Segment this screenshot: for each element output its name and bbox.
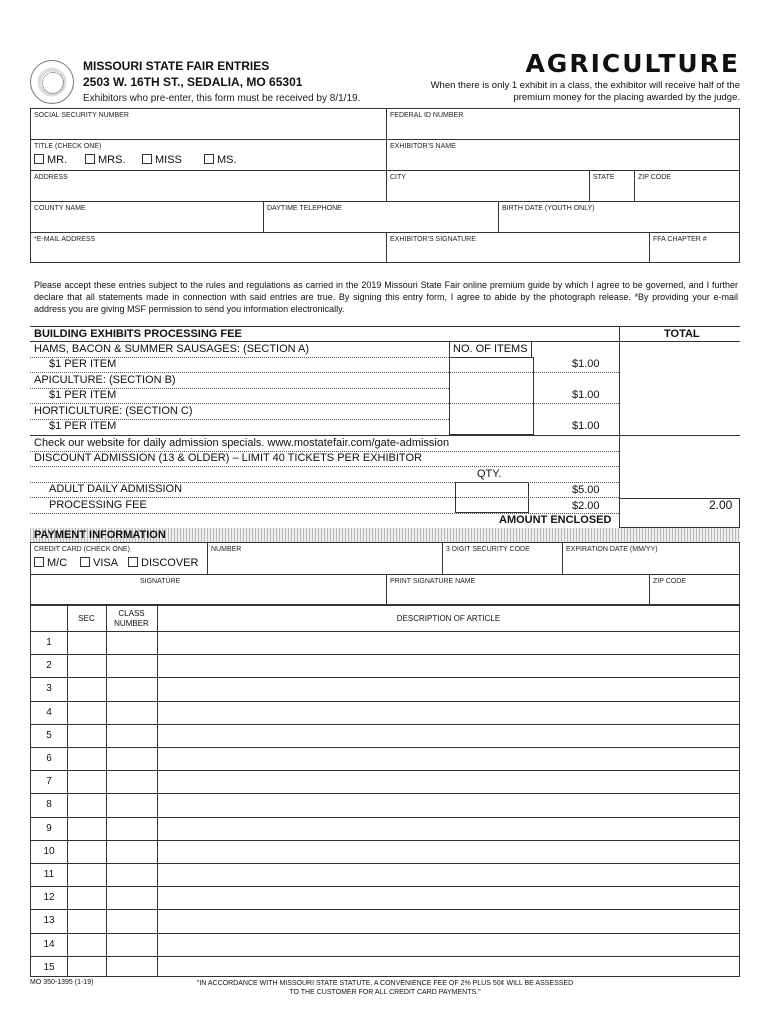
ssn-field[interactable]: SOCIAL SECURITY NUMBER xyxy=(34,112,129,119)
payment-signature-field[interactable]: SIGNATURE xyxy=(140,578,181,585)
divider xyxy=(30,466,619,467)
title-label: TITLE (CHECK ONE) xyxy=(34,143,102,150)
divider xyxy=(634,170,635,201)
agreement-text: Please accept these entries subject to the rules and regulations as carried in the 2019 Missouri State Fair online premium guide by which I agree to be governed, and I further declare that all statements made in connection with said entries are true. By signing this entry form, I agree to abide by the photograph release. *By providing your e-mail address you are giving MSF permission to send you information electronically. xyxy=(34,280,738,314)
section-a-price: $1.00 xyxy=(572,358,600,370)
note-line-2: premium money for the placing awarded by the judge. xyxy=(513,92,740,103)
processing-fee-label: PROCESSING FEE xyxy=(49,499,147,511)
entry-row-number: 12 xyxy=(43,892,55,903)
checkbox-icon xyxy=(128,557,138,567)
checkbox-icon xyxy=(85,154,95,164)
description-header: DESCRIPTION OF ARTICLE xyxy=(396,614,501,623)
entry-row-number: 4 xyxy=(46,707,52,718)
divider xyxy=(498,201,499,232)
security-code-field[interactable]: 3 DIGIT SECURITY CODE xyxy=(446,546,530,553)
divider xyxy=(30,232,740,233)
option-label: MS. xyxy=(217,154,237,166)
entry-row[interactable] xyxy=(68,771,738,792)
processing-fee-price: $2.00 xyxy=(572,500,600,512)
divider xyxy=(30,201,740,202)
qty-label: QTY. xyxy=(477,468,502,480)
divider xyxy=(562,542,563,574)
amount-total-box[interactable] xyxy=(619,498,740,528)
total-label: TOTAL xyxy=(664,328,700,340)
title-option-ms[interactable] xyxy=(204,154,237,166)
deadline-note: Exhibitors who pre-enter, this form must be received by 8/1/19. xyxy=(83,93,361,104)
website-note: Check our website for daily admission specials. www.mostatefair.com/gate-admission xyxy=(34,437,450,449)
divider xyxy=(649,232,650,263)
federal-id-field[interactable]: FEDERAL ID NUMBER xyxy=(390,112,464,119)
note-line-1: When there is only 1 exhibit in a class, the exhibitor will receive half of the xyxy=(430,80,740,91)
entry-row-number: 13 xyxy=(43,915,55,926)
checkbox-icon xyxy=(34,154,44,164)
card-option-discover[interactable] xyxy=(128,557,198,569)
entry-row-number: 2 xyxy=(46,660,52,671)
divider xyxy=(386,108,387,170)
entry-row[interactable] xyxy=(68,678,738,699)
statute-note xyxy=(160,979,610,997)
signature-field[interactable]: EXHIBITOR'S SIGNATURE xyxy=(390,236,476,243)
entry-row-number: 11 xyxy=(43,869,55,880)
city-field[interactable]: CITY xyxy=(390,174,406,181)
class-header-line-1: CLASS xyxy=(118,609,145,618)
card-option-visa[interactable] xyxy=(80,557,118,569)
entry-row-number: 5 xyxy=(46,730,52,741)
entry-row[interactable] xyxy=(68,632,738,653)
divider xyxy=(531,341,532,357)
entry-row-number: 3 xyxy=(46,683,52,694)
form-id: MO 350-1395 (1-19) xyxy=(30,979,94,986)
entry-row[interactable] xyxy=(68,655,738,676)
entry-row-number: 14 xyxy=(43,939,55,950)
entry-row[interactable] xyxy=(68,841,738,862)
section-a-name: HAMS, BACON & SUMMER SAUSAGES: (SECTION A) xyxy=(34,343,310,355)
section-b-name: APICULTURE: (SECTION B) xyxy=(34,374,176,386)
zip-field[interactable]: ZIP CODE xyxy=(638,174,671,181)
entry-row-number: 15 xyxy=(43,962,55,973)
entry-row-number: 6 xyxy=(46,753,52,764)
divider xyxy=(30,403,619,404)
section-a-rate: $1 PER ITEM xyxy=(49,358,117,370)
divider xyxy=(386,232,387,263)
entry-row-number: 7 xyxy=(46,776,52,787)
section-c-name: HORTICULTURE: (SECTION C) xyxy=(34,405,193,417)
birth-date-field[interactable]: BIRTH DATE (YOUTH ONLY) xyxy=(502,205,595,212)
divider xyxy=(30,574,740,575)
state-seal-logo xyxy=(30,60,74,104)
entry-row-number: 8 xyxy=(46,799,52,810)
entry-row-number: 10 xyxy=(43,846,55,857)
option-label: MISS xyxy=(155,154,182,166)
discount-admission-label: DISCOUNT ADMISSION (13 & OLDER) – LIMIT 40 TICKETS PER EXHIBITOR xyxy=(34,452,422,464)
divider xyxy=(30,497,619,498)
credit-card-label: CREDIT CARD (CHECK ONE) xyxy=(34,546,130,553)
ffa-chapter-field[interactable]: FFA CHAPTER # xyxy=(653,236,707,243)
divider xyxy=(649,574,650,605)
divider xyxy=(207,542,208,574)
item-count-inputs[interactable] xyxy=(449,357,534,435)
divider xyxy=(263,201,264,232)
divider xyxy=(30,341,740,342)
checkbox-icon xyxy=(142,154,152,164)
class-header-line-2: NUMBER xyxy=(114,619,149,628)
title-option-miss[interactable] xyxy=(142,154,182,166)
expiration-field[interactable]: EXPIRATION DATE (MM/YY) xyxy=(566,546,658,553)
class-number-header xyxy=(106,609,157,629)
no-items-label: NO. OF ITEMS xyxy=(453,343,528,355)
state-field[interactable]: STATE xyxy=(593,174,615,181)
checkbox-icon xyxy=(34,557,44,567)
entry-row-number: 1 xyxy=(46,637,52,648)
single-exhibit-note xyxy=(380,80,740,104)
divider xyxy=(386,574,387,605)
entry-row[interactable] xyxy=(68,748,738,769)
processing-fee-total: 2.00 xyxy=(709,498,733,512)
option-label: MRS. xyxy=(98,154,126,166)
section-c-price: $1.00 xyxy=(572,420,600,432)
entry-row[interactable] xyxy=(68,725,738,746)
section-b-price: $1.00 xyxy=(572,389,600,401)
option-label: M/C xyxy=(47,557,68,569)
divider xyxy=(589,170,590,201)
adult-admission-price: $5.00 xyxy=(572,484,600,496)
card-option-mc[interactable] xyxy=(34,557,67,569)
payment-zip-field[interactable]: ZIP CODE xyxy=(653,578,686,585)
checkbox-icon xyxy=(204,154,214,164)
fees-heading: BUILDING EXHIBITS PROCESSING FEE xyxy=(34,328,242,340)
form-title: MISSOURI STATE FAIR ENTRIES xyxy=(83,59,270,73)
entry-row[interactable] xyxy=(68,910,738,931)
checkbox-icon xyxy=(80,557,90,567)
print-name-field[interactable]: PRINT SIGNATURE NAME xyxy=(390,578,476,585)
email-field[interactable]: *E-MAIL ADDRESS xyxy=(34,236,96,243)
payment-heading: PAYMENT INFORMATION xyxy=(34,529,166,541)
category-title: AGRICULTURE xyxy=(525,49,740,78)
divider xyxy=(30,139,740,140)
divider xyxy=(386,170,387,201)
amount-enclosed-label: AMOUNT ENCLOSED xyxy=(499,514,612,526)
divider xyxy=(30,372,619,373)
divider xyxy=(449,341,450,357)
divider xyxy=(442,542,443,574)
entry-row[interactable] xyxy=(68,887,738,908)
statute-line-2: TO THE CUSTOMER FOR ALL CREDIT CARD PAYMENTS." xyxy=(289,989,481,996)
entry-row[interactable] xyxy=(68,957,738,978)
adult-admission-label: ADULT DAILY ADMISSION xyxy=(49,483,183,495)
divider xyxy=(30,435,740,436)
option-label: VISA xyxy=(93,557,119,569)
section-c-rate: $1 PER ITEM xyxy=(49,420,117,432)
county-field[interactable]: COUNTY NAME xyxy=(34,205,86,212)
entry-row[interactable] xyxy=(68,934,738,955)
phone-field[interactable]: DAYTIME TELEPHONE xyxy=(267,205,342,212)
sec-header: SEC xyxy=(78,614,95,623)
option-label: MR. xyxy=(47,154,68,166)
entry-row-number: 9 xyxy=(46,823,52,834)
entry-row[interactable] xyxy=(68,702,738,723)
option-label: DISCOVER xyxy=(141,557,199,569)
entry-row[interactable] xyxy=(68,794,738,815)
exhibitor-name-field[interactable]: EXHIBITOR'S NAME xyxy=(390,143,456,150)
title-option-mrs[interactable] xyxy=(85,154,126,166)
card-number-field[interactable]: NUMBER xyxy=(211,546,242,553)
statute-line-1: "IN ACCORDANCE WITH MISSOURI STATE STATUTE, A CONVENIENCE FEE OF 2% PLUS 50¢ WILL BE ASSESSED xyxy=(196,980,574,987)
title-option-mr[interactable] xyxy=(34,154,67,166)
section-b-rate: $1 PER ITEM xyxy=(49,389,117,401)
entry-row[interactable] xyxy=(68,864,738,885)
fair-address: 2503 W. 16TH ST., SEDALIA, MO 65301 xyxy=(83,75,303,89)
divider xyxy=(30,326,740,327)
address-field[interactable]: ADDRESS xyxy=(34,174,68,181)
entry-row[interactable] xyxy=(68,818,738,839)
